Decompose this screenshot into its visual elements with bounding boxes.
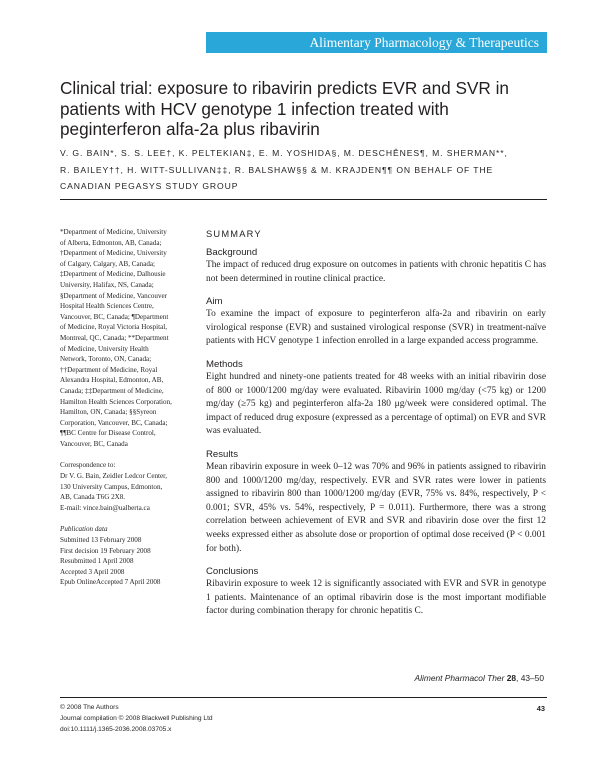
section-text-conclusions: Ribavirin exposure to week 12 is significantly associated with EVR and SVR in genotype 1 patients. Maintenance of an optimal ribavirin dose is the most important modifiable factor during combination therapy for chronic hepatitis C. [206, 579, 546, 617]
author-line: CANADIAN PEGASYS STUDY GROUP [60, 181, 239, 191]
author-line: V. G. BAIN*, S. S. LEE†, K. PELTEKIAN‡, E. M. YOSHIDA§, M. DESCHÊNES¶, M. SHERMAN**, [60, 148, 508, 158]
affiliation-line: Montreal, QC, Canada; **Department [60, 333, 169, 342]
copyright-line: © 2008 The Authors [60, 704, 119, 711]
affiliation-line: of Medicine, Royal Victoria Hospital, [60, 323, 168, 332]
affiliations [60, 227, 195, 449]
affiliation-line: of Calgary, Calgary, AB, Canada; [60, 259, 156, 268]
publication-date-line: Submitted 13 February 2008 [60, 536, 142, 545]
affiliation-line: Network, Toronto, ON, Canada; [60, 355, 152, 364]
correspondence-email: E-mail: vince.bain@ualberta.ca [60, 503, 150, 512]
citation-pages: , 43–50 [516, 673, 544, 683]
publication-date-line: Accepted 3 April 2008 [60, 567, 125, 576]
section-text-background: The impact of reduced drug exposure on outcomes in patients with chronic hepatitis C has not been determined in routine clinical practice. [206, 260, 546, 284]
title-line: peginterferon alfa-2a plus ribavirin [60, 119, 320, 139]
affiliation-line: Hamilton, ON, Canada; §§Syreon [60, 408, 157, 417]
publication-data-heading: Publication data [60, 525, 108, 534]
correspondence-line: Correspondence to: [60, 461, 116, 470]
title-line: patients with HCV genotype 1 infection treated with [60, 98, 449, 119]
title-line: Clinical trial: exposure to ribavirin predicts EVR and SVR in [60, 78, 509, 98]
footer-divider [60, 697, 547, 698]
affiliation-line: Alexandra Hospital, Edmonton, AB, [60, 376, 164, 385]
doi-line: doi:10.1111/j.1365-2036.2008.03705.x [60, 725, 172, 733]
affiliation-line: University, Halifax, NS, Canada; [60, 280, 154, 289]
header-divider [60, 199, 547, 200]
section-text-results: Mean ribavirin exposure in week 0–12 was 70% and 96% in patients assigned to ribavirin 800 and 1000/1200 mg/day, respectively. EVR and SVR rates were lower in patients assigned to ribavirin 800 than 1000/1200 mg/day (EVR, 75% vs. 84%, respectively, P < 0.001; SVR, 45% vs. 54%, respectively, P = 0.011). Furthermore, there was a strong correlation between achievement of EVR and SVR and ribavirin dose over the first 12 weeks expressed either as absolute dose or proportion of optimal dose received (P < 0.001 for both). [206, 461, 546, 554]
affiliation-line: of Alberta, Edmonton, AB, Canada; [60, 238, 162, 247]
publication-date-line: First decision 19 February 2008 [60, 546, 151, 555]
section-heading-background: Background [206, 247, 258, 258]
article-title [60, 78, 550, 140]
affiliation-line: Vancouver, BC, Canada; ¶Department [60, 312, 169, 321]
affiliation-line: Hospital Health Sciences Centre, [60, 302, 154, 311]
section-heading-results: Results [206, 448, 238, 460]
correspondence-line: AB, Canada T6G 2X8. [60, 493, 126, 502]
author-line: R. BAILEY††, H. WITT-SULLIVAN‡‡, R. BALSHAW§§ & M. KRAJDEN¶¶ ON BEHALF OF THE [60, 164, 494, 175]
section-text-methods: Eight hundred and ninety-one patients treated for 48 weeks with an initial ribavirin dose of 800 or 1000/1200 mg/day were evaluated. Ribavirin 1000 mg/day (<75 kg) or 1200 mg/day (≥75 kg) and peginterferon alfa-2a 180 μg/week were considered optimal. The impact of reduced drug exposure (expressed as a percentage of optimal) on EVR and SVR was evaluated. [206, 371, 546, 437]
publication-date-line: Resubmitted 1 April 2008 [60, 557, 134, 566]
affiliation-line: of Medicine, University Health [60, 344, 149, 353]
affiliation-line: *Department of Medicine, University [60, 228, 167, 236]
page-number: 43 [536, 704, 545, 713]
affiliation-line: Corporation, Vancouver, BC, Canada; [60, 418, 168, 427]
affiliation-line: Vancouver, BC, Canada [60, 439, 128, 448]
author-list [60, 145, 560, 195]
correspondence [60, 460, 195, 513]
copyright-footer [60, 703, 547, 735]
citation-journal: Aliment Pharmacol Ther [414, 673, 505, 683]
publication-date-line: Epub OnlineAccepted 7 April 2008 [60, 578, 161, 587]
affiliation-line: ‡Department of Medicine, Dalhousie [60, 270, 166, 279]
section-heading-methods: Methods [206, 358, 243, 370]
affiliation-line: Canada; ‡‡Department of Medicine, [60, 386, 164, 395]
affiliation-line: ¶¶BC Centre for Disease Control, [60, 429, 156, 438]
journal-citation [415, 673, 544, 683]
correspondence-line: Dr V. G. Bain, Zeidler Ledcor Center, [60, 472, 168, 481]
affiliation-line: Hamilton Health Sciences Corporation, [60, 397, 172, 406]
affiliation-line: §Department of Medicine, Vancouver [60, 291, 168, 300]
copyright-line: Journal compilation © 2008 Blackwell Publishing Ltd [60, 714, 213, 722]
section-heading-aim: Aim [206, 296, 223, 308]
affiliation-line: ††Department of Medicine, Royal [60, 365, 158, 374]
journal-banner [206, 32, 547, 53]
sidebar-column [60, 227, 195, 588]
section-text-aim: To examine the impact of exposure to peginterferon alfa-2a and ribavirin on early virological response (EVR) and sustained virological response (SVR) in treatment-naïve patients with HCV genotype 1 infection enrolled in a large expanded access programme. [206, 309, 546, 347]
citation-volume: 28 [506, 673, 517, 683]
summary-column [206, 228, 546, 628]
section-heading-conclusions: Conclusions [206, 566, 259, 578]
summary-heading: SUMMARY [206, 229, 262, 239]
correspondence-line: 130 University Campus, Edmonton, [60, 482, 163, 491]
affiliation-line: †Department of Medicine, University [60, 249, 167, 258]
publication-data [60, 524, 195, 588]
journal-name: Alimentary Pharmacology & Therapeutics [309, 35, 539, 50]
